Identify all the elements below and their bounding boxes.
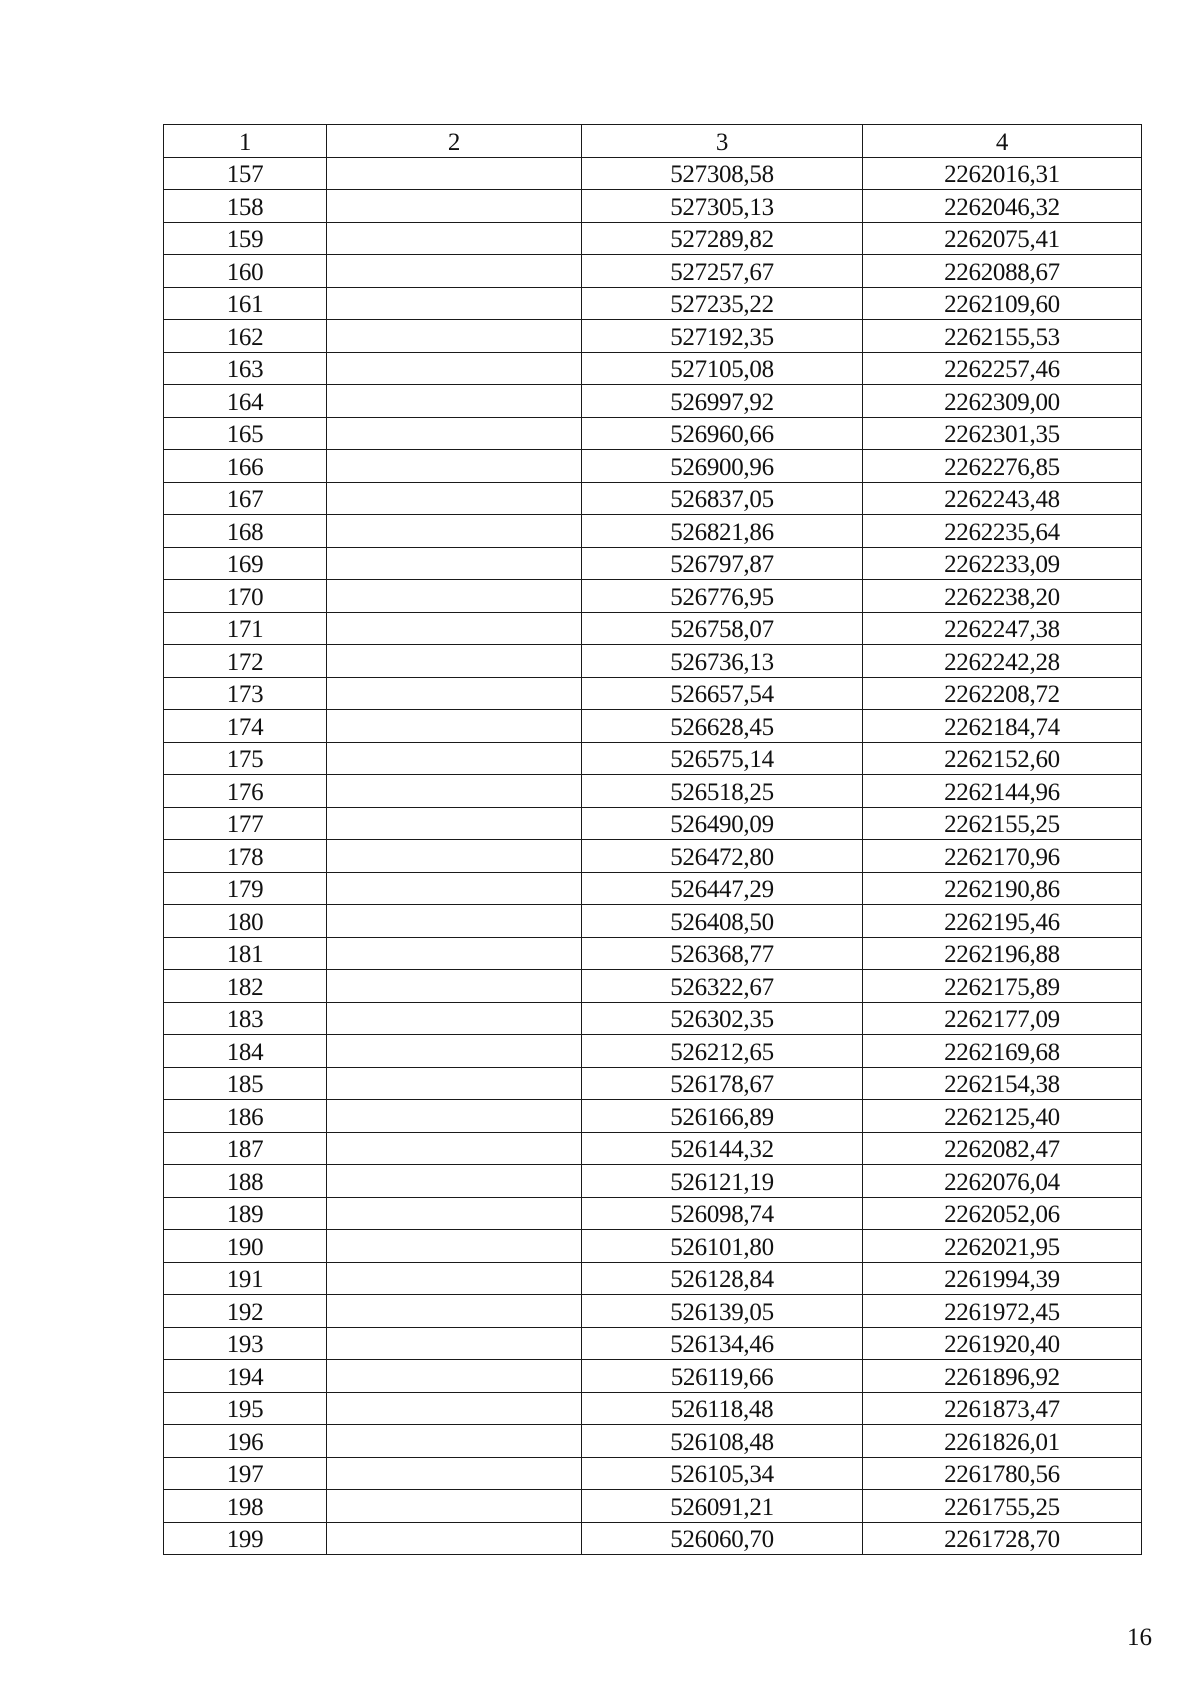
coordinate-y-cell: 2262177,09 — [863, 1002, 1142, 1035]
coordinate-y-cell: 2262309,00 — [863, 385, 1142, 418]
coordinate-x-cell: 526447,29 — [582, 872, 863, 905]
coordinate-x-cell: 526900,96 — [582, 450, 863, 483]
empty-cell — [327, 1457, 582, 1490]
coordinate-y-cell: 2262076,04 — [863, 1165, 1142, 1198]
coordinate-x-cell: 526302,35 — [582, 1002, 863, 1035]
coordinate-x-cell: 526758,07 — [582, 612, 863, 645]
coordinate-y-cell: 2262075,41 — [863, 222, 1142, 255]
coordinate-x-cell: 526139,05 — [582, 1295, 863, 1328]
empty-cell — [327, 1425, 582, 1458]
point-number-cell: 199 — [164, 1522, 327, 1555]
coordinate-y-cell: 2262196,88 — [863, 937, 1142, 970]
empty-cell — [327, 905, 582, 938]
table-row — [164, 320, 1142, 353]
table-row — [164, 775, 1142, 808]
point-number-cell: 195 — [164, 1392, 327, 1425]
coordinate-x-cell: 527289,82 — [582, 222, 863, 255]
coordinate-y-cell: 2262235,64 — [863, 515, 1142, 548]
table-row — [164, 872, 1142, 905]
point-number-cell: 165 — [164, 417, 327, 450]
coordinate-y-cell: 2262190,86 — [863, 872, 1142, 905]
empty-cell — [327, 1100, 582, 1133]
coordinate-x-cell: 526105,34 — [582, 1457, 863, 1490]
point-number-cell: 193 — [164, 1327, 327, 1360]
coordinate-y-cell: 2262257,46 — [863, 352, 1142, 385]
empty-cell — [327, 775, 582, 808]
empty-cell — [327, 580, 582, 613]
empty-cell — [327, 1132, 582, 1165]
point-number-cell: 197 — [164, 1457, 327, 1490]
point-number-cell: 167 — [164, 482, 327, 515]
point-number-cell: 168 — [164, 515, 327, 548]
table-row — [164, 255, 1142, 288]
coordinate-y-cell: 2261755,25 — [863, 1490, 1142, 1523]
coordinate-x-cell: 526134,46 — [582, 1327, 863, 1360]
coordinate-y-cell: 2262144,96 — [863, 775, 1142, 808]
coordinate-y-cell: 2262169,68 — [863, 1035, 1142, 1068]
coordinate-x-cell: 527192,35 — [582, 320, 863, 353]
point-number-cell: 178 — [164, 840, 327, 873]
empty-cell — [327, 1067, 582, 1100]
table-row — [164, 612, 1142, 645]
table-header-row — [164, 125, 1142, 158]
coordinate-y-cell: 2262125,40 — [863, 1100, 1142, 1133]
empty-cell — [327, 612, 582, 645]
table-row — [164, 645, 1142, 678]
point-number-cell: 187 — [164, 1132, 327, 1165]
table-row — [164, 710, 1142, 743]
point-number-cell: 158 — [164, 190, 327, 223]
coordinate-y-cell: 2261728,70 — [863, 1522, 1142, 1555]
empty-cell — [327, 1490, 582, 1523]
point-number-cell: 191 — [164, 1262, 327, 1295]
point-number-cell: 179 — [164, 872, 327, 905]
point-number-cell: 176 — [164, 775, 327, 808]
point-number-cell: 172 — [164, 645, 327, 678]
table-row — [164, 1002, 1142, 1035]
empty-cell — [327, 970, 582, 1003]
coordinate-x-cell: 526368,77 — [582, 937, 863, 970]
point-number-cell: 181 — [164, 937, 327, 970]
table-row — [164, 1457, 1142, 1490]
empty-cell — [327, 1197, 582, 1230]
table-row — [164, 1295, 1142, 1328]
coordinate-y-cell: 2262184,74 — [863, 710, 1142, 743]
point-number-cell: 170 — [164, 580, 327, 613]
empty-cell — [327, 1035, 582, 1068]
point-number-cell: 174 — [164, 710, 327, 743]
coordinate-x-cell: 526628,45 — [582, 710, 863, 743]
coordinate-y-cell: 2261972,45 — [863, 1295, 1142, 1328]
coordinate-x-cell: 526575,14 — [582, 742, 863, 775]
point-number-cell: 159 — [164, 222, 327, 255]
point-number-cell: 171 — [164, 612, 327, 645]
page-number: 16 — [1127, 1624, 1152, 1651]
coordinate-y-cell: 2262243,48 — [863, 482, 1142, 515]
coordinate-y-cell: 2262155,53 — [863, 320, 1142, 353]
table-row — [164, 157, 1142, 190]
coordinate-y-cell: 2262301,35 — [863, 417, 1142, 450]
coordinate-x-cell: 526101,80 — [582, 1230, 863, 1263]
table-row — [164, 515, 1142, 548]
point-number-cell: 173 — [164, 677, 327, 710]
table-row — [164, 1100, 1142, 1133]
coordinate-y-cell: 2262195,46 — [863, 905, 1142, 938]
coordinate-y-cell: 2262016,31 — [863, 157, 1142, 190]
coordinate-y-cell: 2261826,01 — [863, 1425, 1142, 1458]
table-row — [164, 1262, 1142, 1295]
point-number-cell: 169 — [164, 547, 327, 580]
coordinate-x-cell: 526212,65 — [582, 1035, 863, 1068]
table-row — [164, 1132, 1142, 1165]
table-row — [164, 482, 1142, 515]
table-row — [164, 287, 1142, 320]
empty-cell — [327, 1392, 582, 1425]
coordinate-x-cell: 527308,58 — [582, 157, 863, 190]
table-row — [164, 1165, 1142, 1198]
empty-cell — [327, 450, 582, 483]
point-number-cell: 166 — [164, 450, 327, 483]
point-number-cell: 186 — [164, 1100, 327, 1133]
empty-cell — [327, 807, 582, 840]
coordinate-x-cell: 526821,86 — [582, 515, 863, 548]
empty-cell — [327, 840, 582, 873]
empty-cell — [327, 417, 582, 450]
empty-cell — [327, 190, 582, 223]
point-number-cell: 175 — [164, 742, 327, 775]
table-row — [164, 417, 1142, 450]
coordinate-y-cell: 2261994,39 — [863, 1262, 1142, 1295]
coordinate-y-cell: 2262152,60 — [863, 742, 1142, 775]
coordinate-x-cell: 527305,13 — [582, 190, 863, 223]
header-col-4: 4 — [863, 125, 1142, 158]
coordinate-y-cell: 2262238,20 — [863, 580, 1142, 613]
coordinates-table — [163, 124, 1142, 1555]
point-number-cell: 196 — [164, 1425, 327, 1458]
table-row — [164, 1197, 1142, 1230]
point-number-cell: 189 — [164, 1197, 327, 1230]
coordinate-y-cell: 2261920,40 — [863, 1327, 1142, 1360]
coordinate-x-cell: 526118,48 — [582, 1392, 863, 1425]
coordinate-x-cell: 526776,95 — [582, 580, 863, 613]
coordinate-y-cell: 2262170,96 — [863, 840, 1142, 873]
empty-cell — [327, 157, 582, 190]
coordinate-x-cell: 526657,54 — [582, 677, 863, 710]
point-number-cell: 161 — [164, 287, 327, 320]
coordinate-x-cell: 527235,22 — [582, 287, 863, 320]
table-row — [164, 807, 1142, 840]
table-row — [164, 905, 1142, 938]
table-row — [164, 580, 1142, 613]
point-number-cell: 188 — [164, 1165, 327, 1198]
table-row — [164, 1035, 1142, 1068]
point-number-cell: 160 — [164, 255, 327, 288]
empty-cell — [327, 320, 582, 353]
point-number-cell: 183 — [164, 1002, 327, 1035]
coordinate-x-cell: 526108,48 — [582, 1425, 863, 1458]
empty-cell — [327, 1230, 582, 1263]
coordinate-x-cell: 526797,87 — [582, 547, 863, 580]
coordinate-y-cell: 2261873,47 — [863, 1392, 1142, 1425]
table-row — [164, 742, 1142, 775]
coordinate-y-cell: 2261896,92 — [863, 1360, 1142, 1393]
coordinate-x-cell: 526098,74 — [582, 1197, 863, 1230]
empty-cell — [327, 677, 582, 710]
coordinate-x-cell: 526997,92 — [582, 385, 863, 418]
coordinate-x-cell: 526166,89 — [582, 1100, 863, 1133]
empty-cell — [327, 742, 582, 775]
coordinate-y-cell: 2262088,67 — [863, 255, 1142, 288]
empty-cell — [327, 385, 582, 418]
table-row — [164, 222, 1142, 255]
coordinate-y-cell: 2262247,38 — [863, 612, 1142, 645]
point-number-cell: 190 — [164, 1230, 327, 1263]
point-number-cell: 180 — [164, 905, 327, 938]
point-number-cell: 194 — [164, 1360, 327, 1393]
coordinate-y-cell: 2262175,89 — [863, 970, 1142, 1003]
point-number-cell: 163 — [164, 352, 327, 385]
empty-cell — [327, 710, 582, 743]
empty-cell — [327, 352, 582, 385]
table-row — [164, 937, 1142, 970]
empty-cell — [327, 515, 582, 548]
empty-cell — [327, 1360, 582, 1393]
empty-cell — [327, 1327, 582, 1360]
empty-cell — [327, 1002, 582, 1035]
empty-cell — [327, 287, 582, 320]
empty-cell — [327, 872, 582, 905]
empty-cell — [327, 645, 582, 678]
coordinate-y-cell: 2262052,06 — [863, 1197, 1142, 1230]
header-col-3: 3 — [582, 125, 863, 158]
empty-cell — [327, 1262, 582, 1295]
coordinate-x-cell: 526490,09 — [582, 807, 863, 840]
coordinate-y-cell: 2262276,85 — [863, 450, 1142, 483]
coordinate-y-cell: 2262021,95 — [863, 1230, 1142, 1263]
table-row — [164, 547, 1142, 580]
coordinate-x-cell: 526144,32 — [582, 1132, 863, 1165]
point-number-cell: 182 — [164, 970, 327, 1003]
coordinate-y-cell: 2262242,28 — [863, 645, 1142, 678]
header-col-1: 1 — [164, 125, 327, 158]
coordinate-x-cell: 526736,13 — [582, 645, 863, 678]
coordinate-x-cell: 526121,19 — [582, 1165, 863, 1198]
empty-cell — [327, 547, 582, 580]
coordinate-y-cell: 2261780,56 — [863, 1457, 1142, 1490]
coordinate-x-cell: 527105,08 — [582, 352, 863, 385]
empty-cell — [327, 222, 582, 255]
table-row — [164, 1360, 1142, 1393]
coordinate-y-cell: 2262208,72 — [863, 677, 1142, 710]
table-row — [164, 450, 1142, 483]
table-row — [164, 190, 1142, 223]
empty-cell — [327, 255, 582, 288]
point-number-cell: 198 — [164, 1490, 327, 1523]
coordinate-x-cell: 526837,05 — [582, 482, 863, 515]
coordinate-x-cell: 526178,67 — [582, 1067, 863, 1100]
table-row — [164, 1490, 1142, 1523]
coordinate-y-cell: 2262082,47 — [863, 1132, 1142, 1165]
coordinate-y-cell: 2262046,32 — [863, 190, 1142, 223]
point-number-cell: 162 — [164, 320, 327, 353]
coordinate-x-cell: 526960,66 — [582, 417, 863, 450]
point-number-cell: 164 — [164, 385, 327, 418]
point-number-cell: 157 — [164, 157, 327, 190]
coordinate-x-cell: 526060,70 — [582, 1522, 863, 1555]
coordinate-y-cell: 2262109,60 — [863, 287, 1142, 320]
coordinate-x-cell: 526408,50 — [582, 905, 863, 938]
table-row — [164, 1522, 1142, 1555]
point-number-cell: 177 — [164, 807, 327, 840]
empty-cell — [327, 1522, 582, 1555]
table-row — [164, 677, 1142, 710]
table-row — [164, 840, 1142, 873]
empty-cell — [327, 937, 582, 970]
point-number-cell: 192 — [164, 1295, 327, 1328]
table-row — [164, 970, 1142, 1003]
table-row — [164, 1230, 1142, 1263]
coordinate-y-cell: 2262155,25 — [863, 807, 1142, 840]
header-col-2: 2 — [327, 125, 582, 158]
empty-cell — [327, 1295, 582, 1328]
coordinate-y-cell: 2262154,38 — [863, 1067, 1142, 1100]
table-row — [164, 1327, 1142, 1360]
coordinate-x-cell: 526119,66 — [582, 1360, 863, 1393]
coordinate-x-cell: 526091,21 — [582, 1490, 863, 1523]
coordinate-y-cell: 2262233,09 — [863, 547, 1142, 580]
coordinate-x-cell: 526128,84 — [582, 1262, 863, 1295]
table-row — [164, 1425, 1142, 1458]
empty-cell — [327, 1165, 582, 1198]
coordinate-x-cell: 526322,67 — [582, 970, 863, 1003]
table-row — [164, 385, 1142, 418]
empty-cell — [327, 482, 582, 515]
point-number-cell: 185 — [164, 1067, 327, 1100]
coordinate-x-cell: 526518,25 — [582, 775, 863, 808]
coordinate-x-cell: 526472,80 — [582, 840, 863, 873]
table-row — [164, 352, 1142, 385]
table-body — [164, 157, 1142, 1555]
table-row — [164, 1067, 1142, 1100]
point-number-cell: 184 — [164, 1035, 327, 1068]
table-row — [164, 1392, 1142, 1425]
coordinate-x-cell: 527257,67 — [582, 255, 863, 288]
